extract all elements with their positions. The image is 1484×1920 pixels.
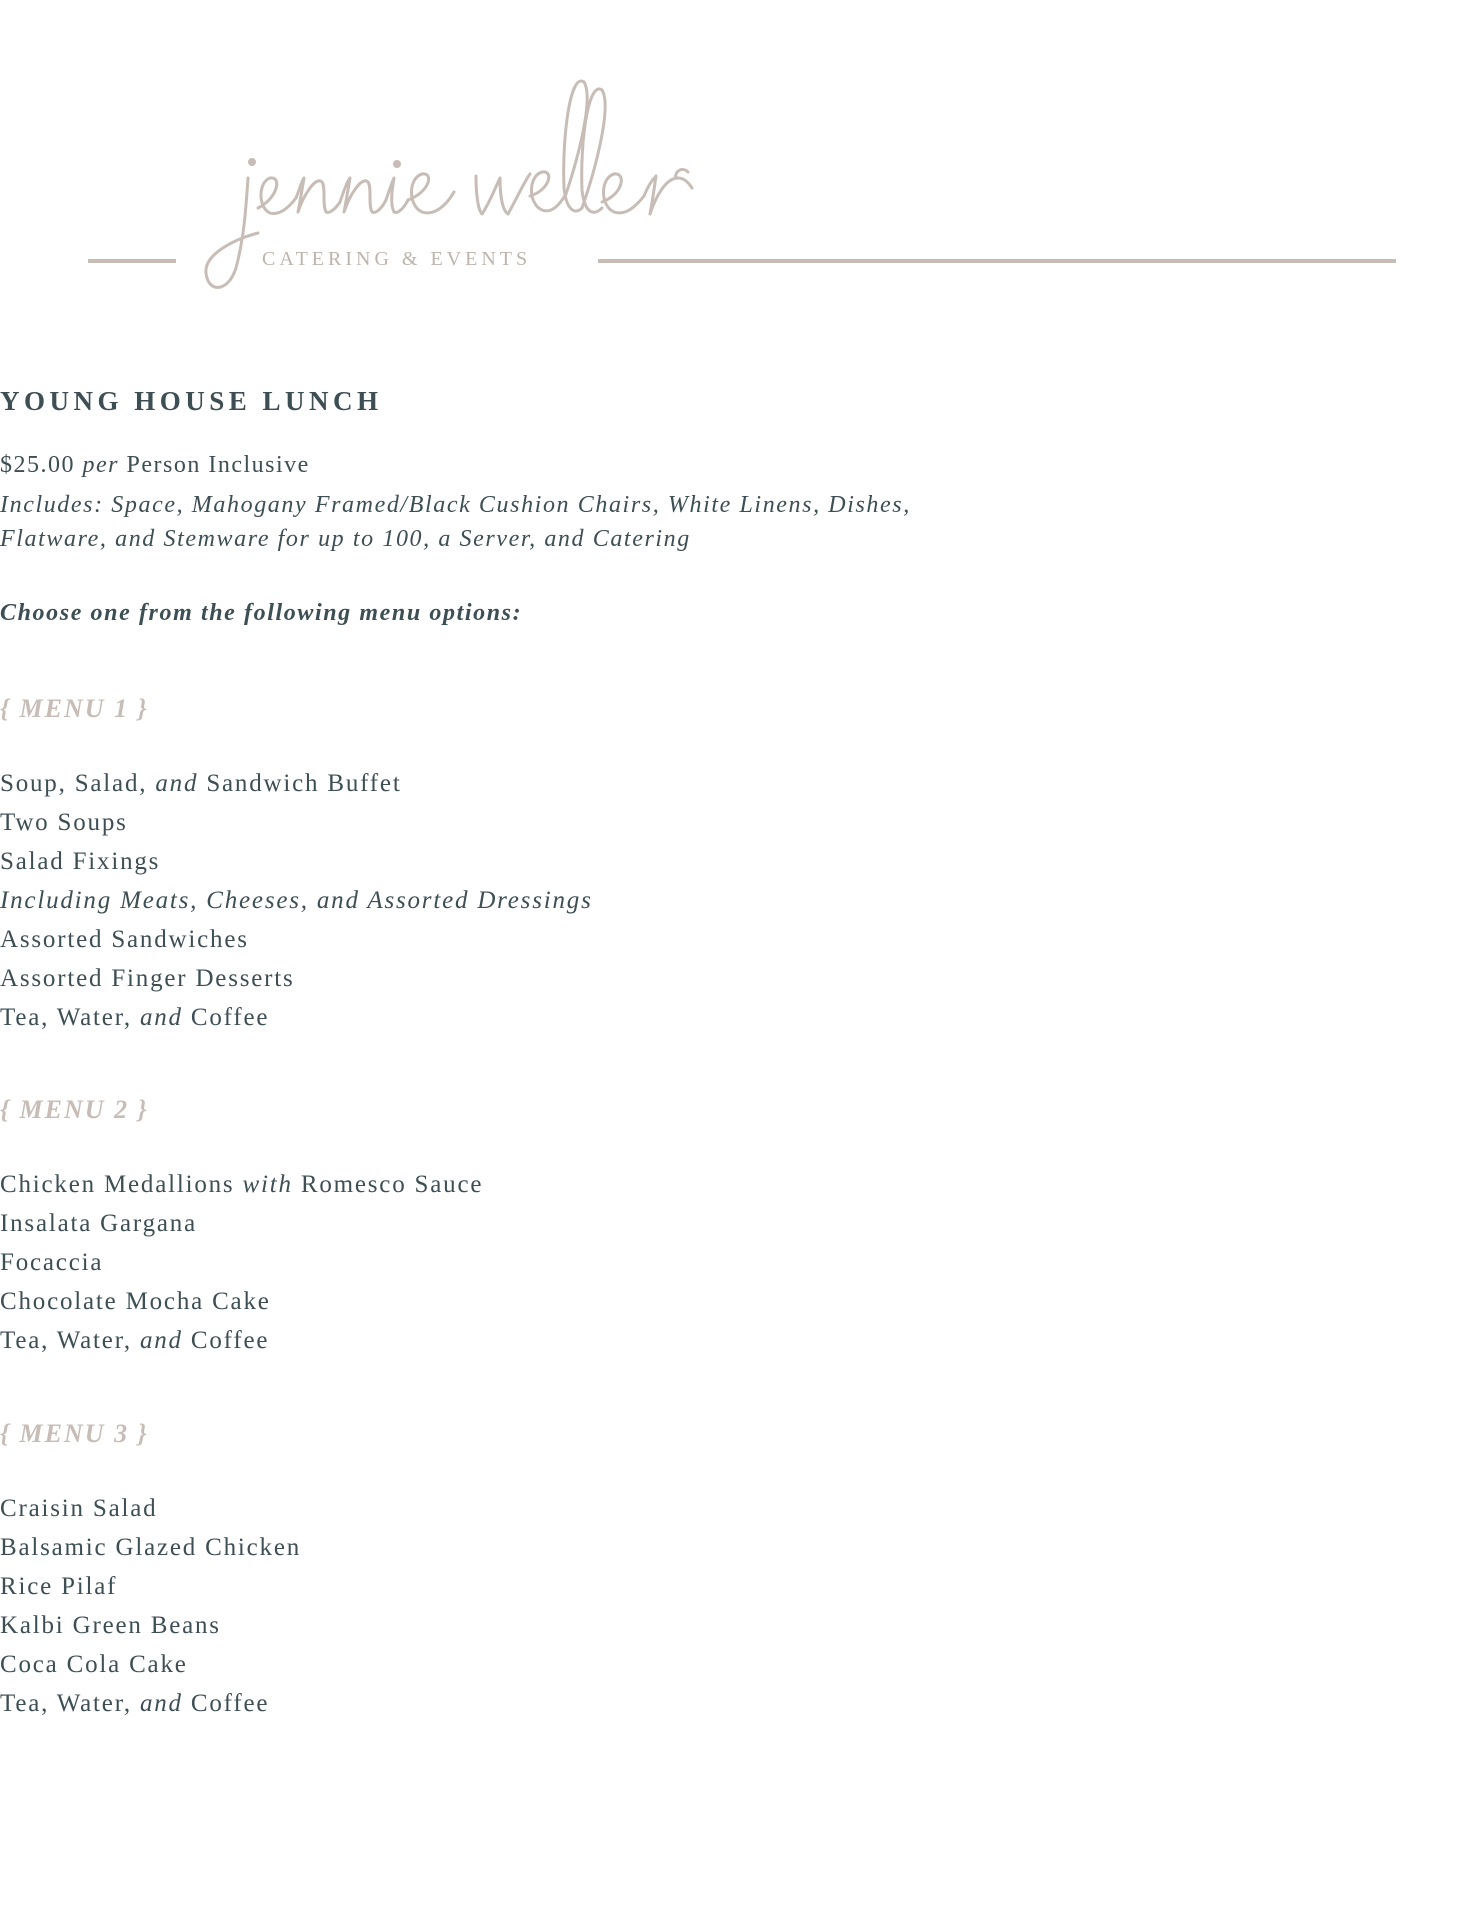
menu-item: Tea, Water, and Coffee [0, 1327, 270, 1354]
logo-header [0, 0, 1484, 310]
includes-line-1: Includes: Space, Mahogany Framed/Black Cushion Chairs, White Linens, Dishes, [0, 492, 911, 518]
menu-item: Chocolate Mocha Cake [0, 1288, 271, 1315]
menu-item: Two Soups [0, 809, 128, 836]
menu-item: Salad Fixings [0, 848, 161, 875]
menu-item: Coca Cola Cake [0, 1651, 188, 1678]
menu-item: Focaccia [0, 1249, 104, 1276]
includes-line-2: Flatware, and Stemware for up to 100, a Server, and Catering [0, 526, 691, 552]
menu-item: Balsamic Glazed Chicken [0, 1534, 302, 1561]
price-amount: $25.00 [0, 452, 75, 478]
menu-item: Assorted Finger Desserts [0, 965, 295, 992]
logo-script-wordmark [198, 78, 778, 308]
menu-item: Insalata Gargana [0, 1210, 198, 1237]
price-line [0, 452, 1484, 479]
menu-item: Kalbi Green Beans [0, 1612, 221, 1639]
menu-item: Assorted Sandwiches [0, 926, 249, 953]
price-per: per [82, 452, 119, 478]
menu-1-list [0, 764, 1484, 1037]
includes-text [0, 488, 1484, 556]
menu-item: Tea, Water, and Coffee [0, 1690, 270, 1717]
menu-3-heading: { MENU 3 } [0, 1419, 149, 1448]
menu-item: Tea, Water, and Coffee [0, 1004, 270, 1031]
choose-instruction: Choose one from the following menu options: [0, 600, 523, 626]
menu-item: Rice Pilaf [0, 1573, 118, 1600]
menu-2-list [0, 1165, 1484, 1360]
menu-item: Including Meats, Cheeses, and Assorted Dressings [0, 887, 593, 914]
menu-item: Craisin Salad [0, 1495, 158, 1522]
menu-item: Chicken Medallions with Romesco Sauce [0, 1171, 484, 1198]
price-rest: Person Inclusive [126, 452, 310, 478]
menu-2-heading: { MENU 2 } [0, 1095, 149, 1124]
logo-tagline: CATERING & EVENTS [262, 248, 532, 270]
page-title: YOUNG HOUSE LUNCH [0, 386, 383, 416]
menu-item: Soup, Salad, and Sandwich Buffet [0, 770, 402, 797]
logo-rule-left [88, 259, 176, 263]
menu-1-heading: { MENU 1 } [0, 694, 149, 723]
menu-3-list [0, 1489, 1484, 1723]
